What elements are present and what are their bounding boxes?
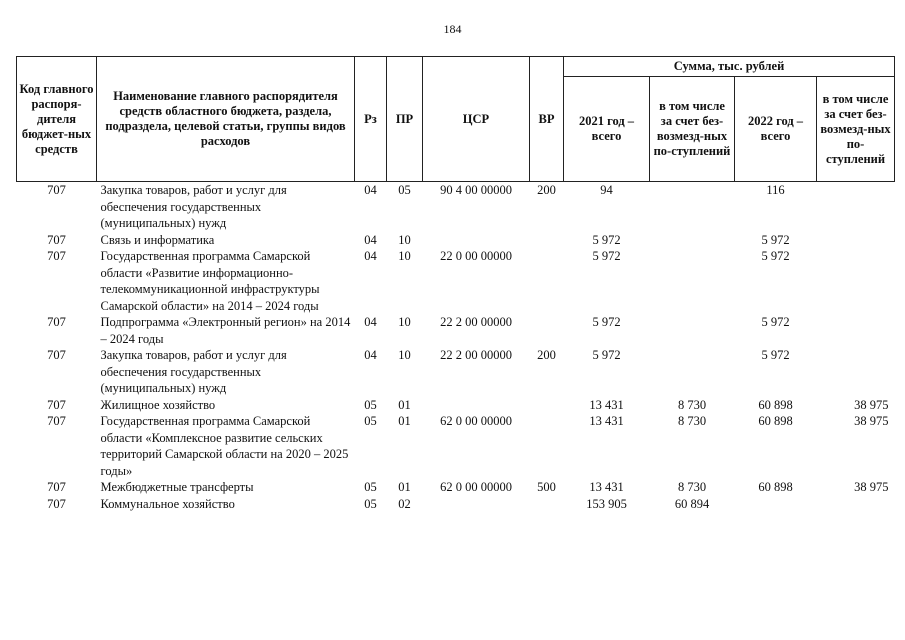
row-rz: 04 [364,315,377,329]
row-2021-grants [650,182,735,232]
row-2022-grants [817,182,895,232]
row-2022-grants [817,347,895,397]
header-rz: Рз [355,57,387,182]
row-rz: 04 [364,249,377,263]
row-csr: 62 0 00 00000 [440,480,512,494]
row-pr: 01 [398,414,411,428]
row-rz: 04 [364,183,377,197]
row-name: Коммунальное хозяйство [100,496,235,511]
row-2022-grants [817,248,895,314]
row-csr [423,232,530,249]
header-code: Код главного распоря-дителя бюджет-ных средств [17,57,97,182]
table-row [17,182,895,232]
row-code: 707 [47,315,66,329]
row-rz: 05 [364,480,377,494]
table-body [17,182,895,513]
row-vr: 200 [537,348,556,362]
row-rz: 05 [364,397,377,412]
row-csr: 22 2 00 00000 [440,348,512,362]
row-code: 707 [47,348,66,362]
row-2021-total: 5 972 [592,249,621,263]
row-code: 707 [47,183,66,197]
row-2021-grants: 8 730 [677,480,707,494]
row-name: Закупка товаров, работ и услуг для обеспечения государственных (муниципальных) нужд [100,348,287,395]
row-vr [530,232,564,249]
header-2021-grants: в том числе за счет без-возмезд-ных по-ступлений [650,77,735,182]
row-vr: 200 [537,183,556,197]
row-name: Жилищное хозяйство [100,397,216,412]
row-2022-total: 5 972 [761,249,790,263]
row-pr: 10 [398,315,411,329]
budget-table [16,56,895,512]
row-pr: 02 [398,496,411,511]
table-row [17,232,895,249]
row-rz: 04 [364,232,377,247]
row-2022-grants [817,496,895,513]
row-csr [423,496,530,513]
row-pr: 10 [398,249,411,263]
header-name: Наименование главного распорядителя средств областного бюджета, раздела, подраздела, целевой статьи, группы видов расходов [97,57,355,182]
table-header [17,57,895,182]
header-vr: ВР [530,57,564,182]
row-2021-total: 5 972 [592,232,621,247]
header-sum-group: Сумма, тыс. рублей [564,57,895,77]
row-2021-total: 13 431 [589,414,624,428]
row-2022-grants [817,314,895,347]
row-2022-grants: 38 975 [854,397,889,412]
row-2022-total: 60 898 [758,414,793,428]
row-2021-total: 13 431 [589,480,624,494]
table-row [17,496,895,513]
row-csr: 62 0 00 00000 [440,414,512,428]
row-csr: 22 0 00 00000 [440,249,512,263]
row-csr: 90 4 00 00000 [440,183,512,197]
row-vr [530,248,564,314]
row-vr [530,314,564,347]
table-row [17,347,895,397]
row-2022-total: 5 972 [761,232,790,247]
row-rz: 04 [364,348,377,362]
row-name: Государственная программа Самарской области «Развитие информационно-телекоммуникационной инфраструктуры Самарской области» на 2014 – 2024 годы [100,249,320,313]
row-code: 707 [47,414,66,428]
row-rz: 05 [364,496,377,511]
header-2022-total: 2022 год – всего [735,77,817,182]
page-number: 184 [443,22,462,36]
row-2021-grants [650,347,735,397]
header-csr: ЦСР [423,57,530,182]
row-name: Закупка товаров, работ и услуг для обеспечения государственных (муниципальных) нужд [100,183,287,230]
row-vr [530,413,564,479]
header-2021-total: 2021 год – всего [564,77,650,182]
row-name: Связь и информатика [100,232,215,247]
table-row [17,248,895,314]
row-2021-grants: 8 730 [677,397,707,412]
header-2022-grants: в том числе за счет без-возмезд-ных по-ступлений [817,77,895,182]
row-2021-grants [650,314,735,347]
row-name: Государственная программа Самарской области «Комплексное развитие сельских территорий Самарской области на 2020 – 2025 годы» [100,414,349,478]
row-code: 707 [47,480,66,494]
row-2022-total: 116 [766,183,785,197]
row-csr: 22 2 00 00000 [440,315,512,329]
row-pr: 10 [398,348,411,362]
row-vr [530,397,564,414]
table-row [17,479,895,496]
row-2022-total [735,496,817,513]
row-pr: 05 [398,183,411,197]
row-rz: 05 [364,414,377,428]
row-2021-grants: 60 894 [674,496,710,511]
row-2021-total: 94 [600,183,613,197]
header-pr: ПР [387,57,423,182]
row-2022-total: 60 898 [758,480,793,494]
row-pr: 01 [398,397,411,412]
row-code: 707 [47,397,66,412]
row-2022-total: 5 972 [761,315,790,329]
row-code: 707 [47,232,66,247]
row-2022-total: 5 972 [761,348,790,362]
table-row [17,397,895,414]
row-2021-grants [650,248,735,314]
table-row [17,413,895,479]
row-name: Подпрограмма «Электронный регион» на 2014 – 2024 годы [100,315,351,346]
row-2021-grants: 8 730 [677,414,707,428]
row-2021-total: 13 431 [589,397,624,412]
row-code: 707 [47,496,66,511]
row-2022-grants: 38 975 [854,480,889,494]
row-2021-total: 153 905 [586,496,627,511]
row-2021-total: 5 972 [592,348,621,362]
row-name: Межбюджетные трансферты [100,480,254,494]
row-vr: 500 [537,480,556,494]
row-2021-grants [650,232,735,249]
row-2022-grants: 38 975 [854,414,889,428]
table-row [17,314,895,347]
row-code: 707 [47,249,66,263]
row-pr: 01 [398,480,411,494]
row-vr [530,496,564,513]
row-2022-grants [817,232,895,249]
row-pr: 10 [398,232,411,247]
row-csr [423,397,530,414]
row-2021-total: 5 972 [592,315,621,329]
row-2022-total: 60 898 [758,397,793,412]
